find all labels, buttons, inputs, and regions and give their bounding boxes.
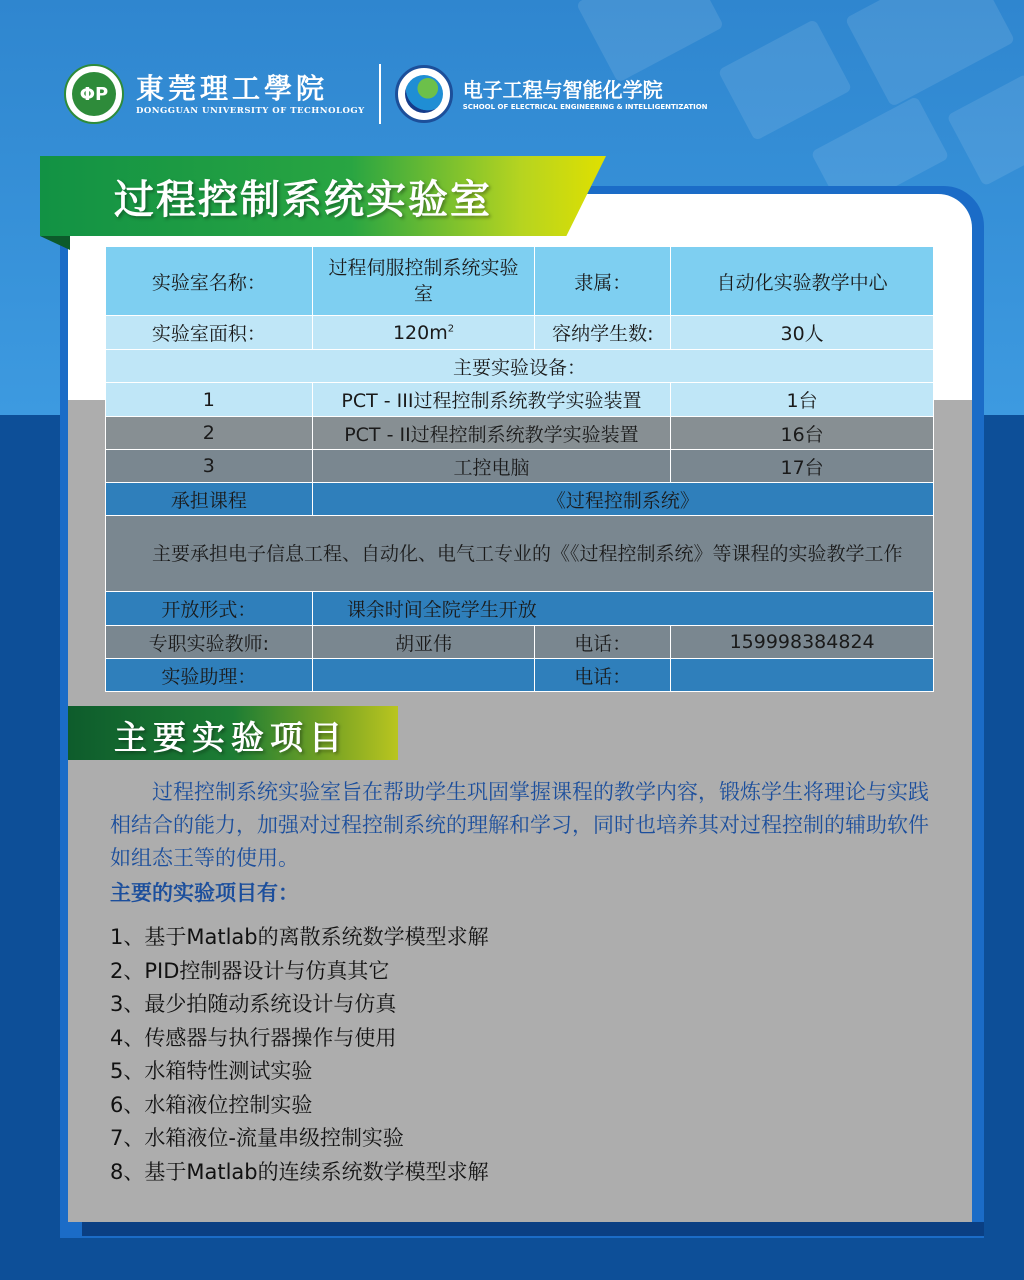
equipment-header: 主要实验设备： <box>106 350 934 383</box>
area-label: 实验室面积： <box>106 316 313 350</box>
project-list <box>110 921 489 1189</box>
area-unit-exponent: 2 <box>447 323 455 335</box>
intro-block <box>110 776 940 875</box>
list-item: 7、水箱液位-流量串级控制实验 <box>110 1126 404 1150</box>
university-name-cn: 東莞理工學院 <box>136 72 329 105</box>
table-row <box>106 350 934 383</box>
header-logos <box>64 62 708 126</box>
lab-name-text: 过程伺服控制系统实验室 <box>328 257 519 305</box>
list-item: 5、水箱特性测试实验 <box>110 1059 313 1083</box>
equipment-row <box>106 450 934 483</box>
section-title: 主要实验项目 <box>114 718 348 757</box>
equipment-name: 工控电脑 <box>312 450 671 483</box>
equipment-no: 1 <box>106 383 313 417</box>
assistant-phone-label: 电话： <box>535 659 671 692</box>
teacher-phone-label: 电话： <box>535 626 671 659</box>
page-title: 过程控制系统实验室 <box>114 177 492 223</box>
list-item: 3、最少拍随动系统设计与仿真 <box>110 992 397 1016</box>
equipment-qty: 16台 <box>671 417 934 450</box>
list-item: 6、水箱液位控制实验 <box>110 1092 313 1117</box>
open-form-value: 课余时间全院学生开放 <box>312 592 933 626</box>
affiliation-label: 隶属： <box>535 247 671 316</box>
table-row <box>106 592 934 626</box>
equipment-no: 2 <box>106 417 313 450</box>
equipment-row <box>106 383 934 417</box>
teacher-label: 专职实验教师: <box>106 626 313 659</box>
list-item: 2、PID控制器设计与仿真其它 <box>110 958 390 983</box>
table-row <box>106 247 934 316</box>
intro-paragraph: 过程控制系统实验室旨在帮助学生巩固掌握课程的教学内容，锻炼学生将理论与实践相结合的能力，加强对过程控制系统的理解和学习，同时也培养其对过程控制的辅助软件如组态王等的使用。 <box>110 780 929 870</box>
assistant-value <box>312 659 535 692</box>
school-name-cn: 电子工程与智能化学院 <box>462 78 663 102</box>
affiliation-value: 自动化实验教学中心 <box>671 247 934 316</box>
teacher-phone-value: 159998384824 <box>671 626 934 659</box>
lab-name-value <box>312 247 535 316</box>
university-name <box>136 72 365 116</box>
capacity-value: 30人 <box>671 316 934 350</box>
lab-name-label: 实验室名称： <box>106 247 313 316</box>
assistant-phone-value <box>671 659 934 692</box>
table-row <box>106 316 934 350</box>
bottom-strip <box>82 1222 984 1236</box>
capacity-label: 容纳学生数: <box>535 316 671 350</box>
school-name <box>463 77 708 111</box>
equipment-name: PCT - III过程控制系统教学实验装置 <box>312 383 671 417</box>
table-row <box>106 626 934 659</box>
course-value: 《过程控制系统》 <box>312 483 933 516</box>
equipment-name: PCT - II过程控制系统教学实验装置 <box>312 417 671 450</box>
list-item: 1、基于Matlab的离散系统数学模型求解 <box>110 925 489 949</box>
area-value <box>312 316 535 350</box>
logo-divider <box>379 64 381 124</box>
assistant-label: 实验助理： <box>106 659 313 692</box>
teacher-value: 胡亚伟 <box>312 626 535 659</box>
school-logo-icon <box>395 65 453 123</box>
lab-info-table <box>105 246 934 692</box>
list-item: 8、基于Matlab的连续系统数学模型求解 <box>110 1159 489 1184</box>
table-row <box>106 483 934 516</box>
equipment-row <box>106 417 934 450</box>
open-form-label: 开放形式： <box>106 592 313 626</box>
table-row <box>106 659 934 692</box>
school-name-en: SCHOOL OF ELECTRICAL ENGINEERING & INTELLIGENTIZATION <box>462 103 708 111</box>
list-item: 4、传感器与执行器操作与使用 <box>110 1025 397 1050</box>
course-description-text: 主要承担电子信息工程、自动化、电气工专业的《《过程控制系统》等课程的实验教学工作 <box>152 542 903 565</box>
course-description <box>106 516 934 592</box>
university-logo-icon: ΦP <box>64 64 124 124</box>
equipment-qty: 1台 <box>671 383 934 417</box>
area-number: 120m <box>392 321 448 344</box>
table-row <box>106 516 934 592</box>
equipment-no: 3 <box>106 450 313 483</box>
equipment-qty: 17台 <box>671 450 934 483</box>
projects-heading: 主要的实验项目有： <box>110 881 299 905</box>
university-name-en: DONGGUAN UNIVERSITY OF TECHNOLOGY <box>136 106 365 116</box>
course-label: 承担课程 <box>106 483 313 516</box>
